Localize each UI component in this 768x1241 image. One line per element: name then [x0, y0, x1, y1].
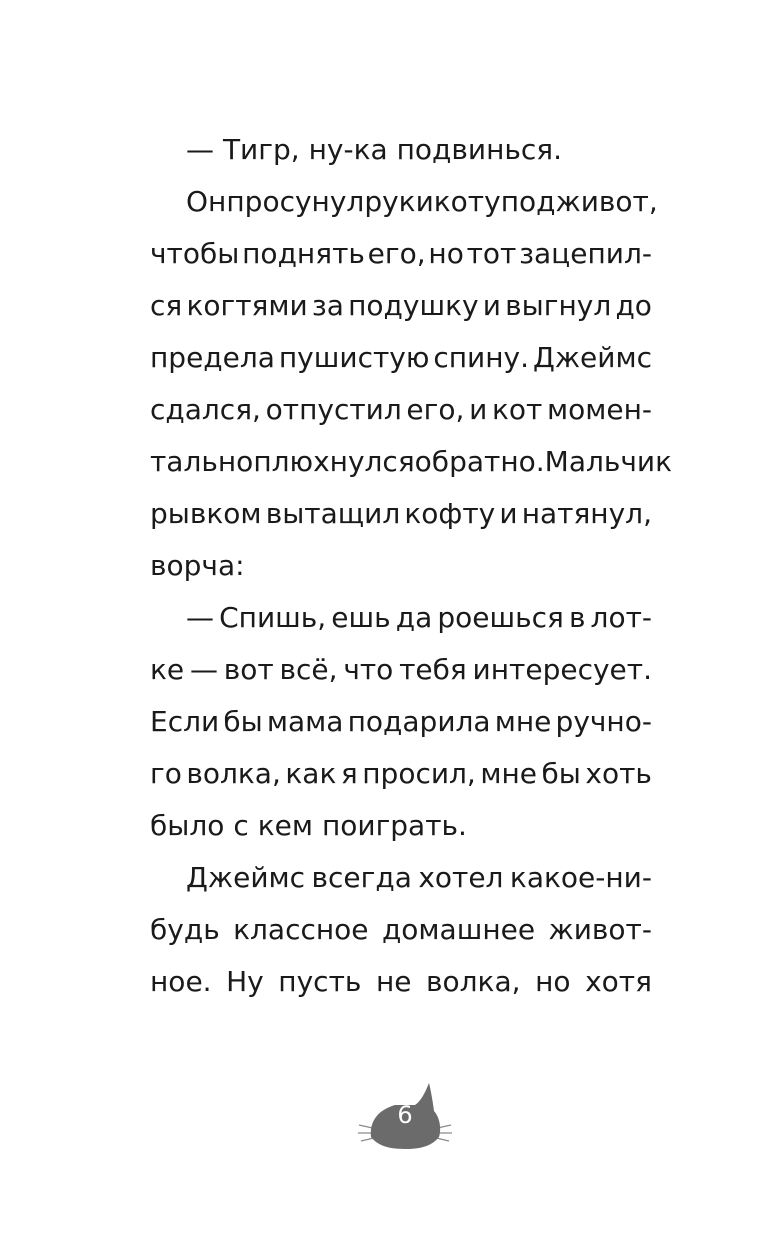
word: домашнее — [381, 913, 536, 946]
word: кем — [257, 809, 313, 842]
word: ворча: — [150, 549, 245, 582]
body-text — [150, 124, 673, 1008]
text-line — [150, 124, 652, 176]
word: как — [285, 757, 337, 790]
text-line — [150, 384, 652, 436]
word: го — [150, 757, 182, 790]
text-line — [150, 592, 652, 644]
word: бы — [541, 757, 581, 790]
word: ся — [150, 289, 183, 322]
word: — — [186, 601, 214, 634]
text-line — [150, 956, 652, 1008]
word: до — [615, 289, 652, 322]
word: мама — [266, 705, 344, 738]
word: пушистую — [278, 341, 430, 374]
word: живот, — [555, 185, 658, 218]
text-line — [150, 176, 658, 228]
word: подушку — [348, 289, 479, 322]
word: просил, — [362, 757, 476, 790]
word: было — [150, 809, 225, 842]
word: просунул — [226, 185, 365, 218]
word: волка, — [426, 965, 521, 998]
word: и — [469, 393, 488, 426]
page-folio — [355, 1075, 455, 1155]
word: роешься — [437, 601, 564, 634]
word: — — [186, 133, 214, 166]
word: хотя — [585, 965, 652, 998]
word: хоть — [585, 757, 652, 790]
word: какое-ни- — [509, 861, 652, 894]
word: бы — [223, 705, 263, 738]
text-line — [150, 228, 652, 280]
text-line — [150, 436, 673, 488]
word: тально — [150, 445, 254, 478]
word: классное — [233, 913, 369, 946]
word: кофту — [404, 497, 496, 530]
word: вытащил — [265, 497, 401, 530]
word: мне — [494, 705, 552, 738]
word: коту — [433, 185, 501, 218]
word: за — [311, 289, 344, 322]
word: ешь — [331, 601, 391, 634]
word: будь — [150, 913, 220, 946]
word: тебя — [399, 653, 467, 686]
word: ручно- — [555, 705, 652, 738]
text-line — [150, 540, 652, 592]
word: но — [428, 237, 464, 270]
text-line — [150, 696, 652, 748]
word: Джеймс — [186, 861, 306, 894]
word: Джеймс — [532, 341, 652, 374]
page-number: 6 — [397, 1101, 413, 1129]
word: ке — [150, 653, 185, 686]
word: рывком — [150, 497, 262, 530]
text-line — [150, 332, 652, 384]
word: тот — [466, 237, 517, 270]
text-line — [150, 852, 652, 904]
word: подвинься. — [396, 133, 563, 166]
word: предела — [150, 341, 275, 374]
word: момен- — [546, 393, 652, 426]
word: натянул, — [521, 497, 652, 530]
word: пусть — [278, 965, 362, 998]
word: что — [343, 653, 394, 686]
word: — — [189, 653, 218, 686]
word: Если — [150, 705, 220, 738]
word: всегда — [311, 861, 412, 894]
word: зацепил- — [519, 237, 652, 270]
word: кот — [491, 393, 543, 426]
word: волка, — [186, 757, 281, 790]
word: руки — [364, 185, 434, 218]
word: и — [482, 289, 501, 322]
word: Ну — [226, 965, 264, 998]
word: и — [499, 497, 518, 530]
text-line — [150, 488, 652, 540]
word: живот- — [548, 913, 652, 946]
word: чтобы — [150, 237, 240, 270]
word: отпустил — [265, 393, 402, 426]
word: с — [233, 809, 249, 842]
word: обратно. — [414, 445, 545, 478]
word: выгнул — [505, 289, 612, 322]
text-line — [150, 644, 652, 696]
word: спину. — [433, 341, 530, 374]
word: ну-ка — [308, 133, 388, 166]
word: Мальчик — [544, 445, 673, 478]
word: хотел — [418, 861, 504, 894]
word: Тигр, — [222, 133, 300, 166]
word: плюхнулся — [253, 445, 415, 478]
word: подарила — [347, 705, 491, 738]
word: его, — [367, 237, 426, 270]
word: не — [375, 965, 412, 998]
text-line — [150, 280, 652, 332]
word: поиграть. — [321, 809, 467, 842]
word: да — [395, 601, 433, 634]
word: поднять — [242, 237, 365, 270]
word: мне — [480, 757, 538, 790]
word: Он — [186, 185, 227, 218]
word: лот- — [590, 601, 652, 634]
word: интересует. — [472, 653, 652, 686]
word: его, — [406, 393, 465, 426]
word: под — [500, 185, 556, 218]
text-line — [150, 800, 652, 852]
word: сдался, — [150, 393, 261, 426]
word: я — [340, 757, 358, 790]
word: всё, — [279, 653, 338, 686]
text-line — [150, 904, 652, 956]
word: но — [535, 965, 571, 998]
word: вот — [223, 653, 274, 686]
word: Спишь, — [219, 601, 327, 634]
text-line — [150, 748, 652, 800]
word: когтями — [186, 289, 308, 322]
word: в — [568, 601, 586, 634]
word: ное. — [150, 965, 212, 998]
